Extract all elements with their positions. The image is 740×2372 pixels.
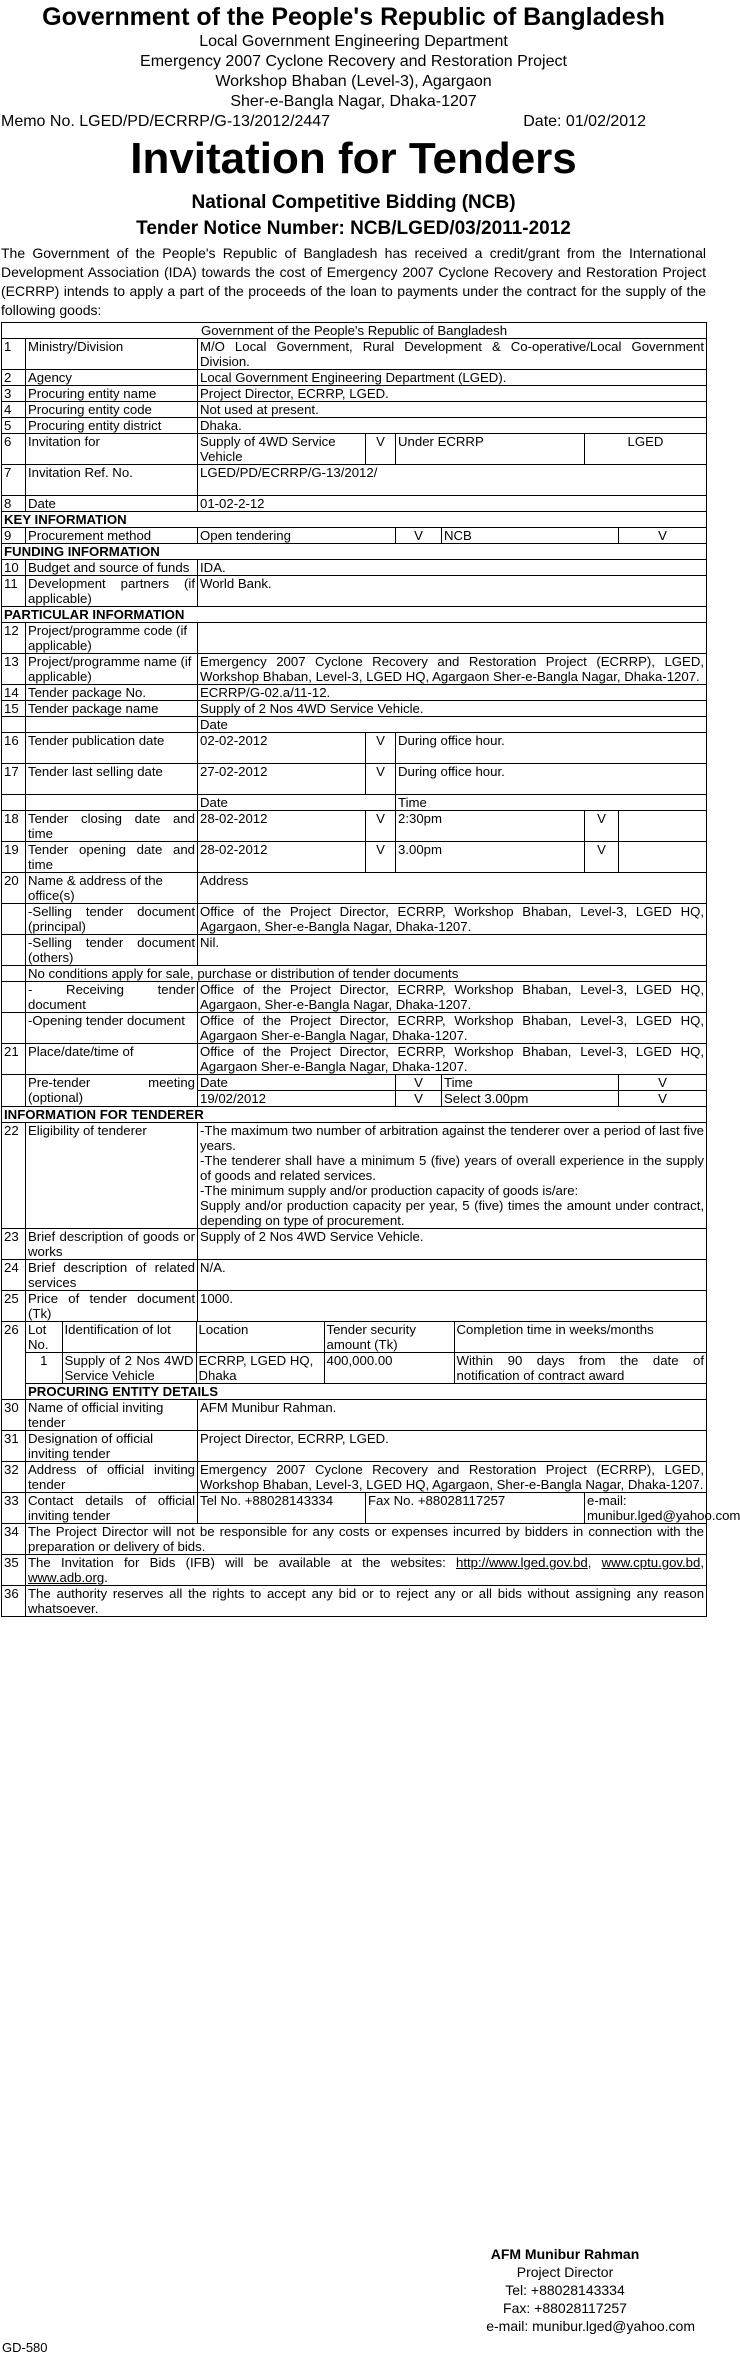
lot-table-cell [26, 1322, 707, 1384]
row-number: 31 [2, 1431, 26, 1462]
section-information-for-tenderer: INFORMATION FOR TENDERER [2, 1107, 707, 1123]
row-value: N/A. [198, 1260, 707, 1291]
row-number: 4 [2, 402, 26, 418]
row-label: Budget and source of funds [26, 560, 198, 576]
table-row [2, 465, 707, 496]
tick-mark: V [366, 434, 396, 465]
org-value: LGED [585, 434, 707, 465]
table-row [2, 873, 707, 904]
row-number: 7 [2, 465, 26, 496]
row-label: Development partners (if applicable) [26, 576, 198, 607]
lot-identification-header: Identification of lot [62, 1322, 196, 1353]
tender-notice-number: Tender Notice Number: NCB/LGED/03/2011-2012 [136, 218, 571, 239]
date-value: 19/02/2012 [198, 1091, 396, 1107]
row-label: Pre-tender meeting (optional) [26, 1075, 198, 1107]
time-header: Time [396, 795, 707, 811]
row-number: 25 [2, 1291, 26, 1322]
separator: , [587, 1555, 602, 1570]
row-label: Project/programme code (if applicable) [26, 623, 198, 654]
lot-no-header: Lot No. [26, 1322, 62, 1353]
date-header: Date [198, 717, 707, 733]
table-row [2, 1044, 707, 1075]
memo-row [1, 112, 706, 132]
table-row [2, 842, 707, 873]
signatory-tel: Tel: +88028143334 [505, 2282, 625, 2298]
row-label: -Selling tender document (others) [26, 935, 198, 966]
ncb-value: NCB [442, 528, 619, 544]
lot-table [26, 1322, 706, 1383]
bidding-type: National Competitive Bidding (NCB) [191, 192, 516, 213]
table-row [2, 904, 707, 935]
row-number: 13 [2, 654, 26, 685]
row-number: 9 [2, 528, 26, 544]
lot-row [26, 1353, 706, 1384]
tick-mark: V [366, 842, 396, 873]
row-label: Place/date/time of [26, 1044, 198, 1075]
table-row [2, 528, 707, 544]
row-label: Eligibility of tenderer [26, 1123, 198, 1229]
signature-block [435, 2245, 695, 2335]
row-label: Project/programme name (if applicable) [26, 654, 198, 685]
tick-mark: V [366, 733, 396, 764]
row-label: - Receiving tender document [26, 982, 198, 1013]
memo-date: Date: 01/02/2012 [523, 113, 646, 130]
contact-email: e-mail: munibur.lged@yahoo.com [585, 1493, 707, 1524]
lot-location-header: Location [196, 1322, 324, 1353]
address-line-2: Sher-e-Bangla Nagar, Dhaka-1207 [230, 93, 477, 110]
row-number: 1 [2, 339, 26, 370]
row-value: Office of the Project Director, ECRRP, Workshop Bhaban, Level-3, LGED HQ, Agargaon Sher-e-Bangla Nagar, Dhaka-1207. [198, 1013, 707, 1044]
row-number: 18 [2, 811, 26, 842]
row-label: Brief description of related services [26, 1260, 198, 1291]
row-value: Not used at present. [198, 402, 707, 418]
table-row [2, 560, 707, 576]
end-mark: . [104, 1570, 108, 1585]
document-title: Invitation for Tenders [130, 134, 577, 183]
section-row [2, 1107, 707, 1123]
row-value: Emergency 2007 Cyclone Recovery and Restoration Project (ECRRP), LGED, Workshop Bhaban, Level-3, LGED HQ, Agargaon, Sher-e-Bangla Nagar, Dhaka-1207. [198, 1462, 707, 1493]
eligibility-criteria [198, 1123, 707, 1229]
project-line: Emergency 2007 Cyclone Recovery and Restoration Project [140, 53, 567, 70]
tender-table [1, 322, 740, 1617]
row-value: World Bank. [198, 576, 707, 607]
row-label: Brief description of goods or works [26, 1229, 198, 1260]
document-code: GD-580 [2, 2340, 48, 2355]
signatory-email: e-mail: munibur.lged@yahoo.com [486, 2318, 695, 2334]
section-row [2, 544, 707, 560]
completion-time: Within 90 days from the date of notification of contract award [454, 1353, 706, 1384]
date-time-header-row [2, 795, 707, 811]
row-number: 22 [2, 1123, 26, 1229]
row-label: Tender opening date and time [26, 842, 198, 873]
cptu-website-link[interactable]: www.cptu.gov.bd [601, 1555, 701, 1570]
government-heading: Government of the People's Republic of Bangladesh [42, 3, 665, 31]
lot-identification: Supply of 2 Nos 4WD Service Vehicle [62, 1353, 196, 1384]
row-value: Office of the Project Director, ECRRP, Workshop Bhaban, Level-3, LGED HQ, Agargaon, Sher-e-Bangla Nagar, Dhaka-1207. [198, 904, 707, 935]
table-row [2, 764, 707, 795]
section-row [2, 512, 707, 528]
row-value: IDA. [198, 560, 707, 576]
address-line-1: Workshop Bhaban (Level-3), Agargaon [215, 73, 492, 90]
contact-fax: Fax No. +88028117257 [366, 1493, 585, 1524]
signatory-designation: Project Director [516, 2264, 614, 2280]
row-value: Office of the Project Director, ECRRP, Workshop Bhaban, Level-3, LGED HQ, Agargaon, Sher-e-Bangla Nagar, Dhaka-1207. [198, 982, 707, 1013]
row-label: Ministry/Division [26, 339, 198, 370]
separator: , [700, 1555, 705, 1570]
row-value: Supply of 2 Nos 4WD Service Vehicle. [198, 701, 707, 717]
lot-location: ECRRP, LGED HQ, Dhaka [196, 1353, 324, 1384]
time-header: Time [442, 1075, 619, 1091]
row-label: -Opening tender document [26, 1013, 198, 1044]
completion-time-header: Completion time in weeks/months [454, 1322, 706, 1353]
rights-note: The authority reserves all the rights to accept any bid or to reject any or all bids without assigning any reason whatsoever. [26, 1586, 707, 1617]
table-row [2, 418, 707, 434]
table-row [2, 733, 707, 764]
row-label: Procuring entity name [26, 386, 198, 402]
section-key-information: KEY INFORMATION [2, 512, 707, 528]
row-label: Designation of official inviting tender [26, 1431, 198, 1462]
row-value: AFM Munibur Rahman. [198, 1400, 707, 1431]
table-caption-row [2, 323, 707, 339]
row-number: 11 [2, 576, 26, 607]
date-value: 02-02-2012 [198, 733, 366, 764]
date-value: 27-02-2012 [198, 764, 366, 795]
table-row [2, 701, 707, 717]
program-value: Under ECRRP [396, 434, 585, 465]
row-label: Name & address of the office(s) [26, 873, 198, 904]
note-value: During office hour. [396, 733, 707, 764]
table-row [2, 623, 707, 654]
row-number: 36 [2, 1586, 26, 1617]
eligibility-arbitration: -The maximum two number of arbitration against the tenderer over a period of last five years. [200, 1123, 705, 1153]
eligibility-experience: -The tenderer shall have a minimum 5 (five) years of overall experience in the supply of goods and related services. [200, 1153, 705, 1183]
row-number: 24 [2, 1260, 26, 1291]
row-label: Tender closing date and time [26, 811, 198, 842]
row-label: Date [26, 496, 198, 512]
row-label: Name of official inviting tender [26, 1400, 198, 1431]
tick-mark: V [366, 764, 396, 795]
time-value: 2:30pm [396, 811, 585, 842]
tick-mark: V [366, 811, 396, 842]
row-number: 2 [2, 370, 26, 386]
row-label: Tender publication date [26, 733, 198, 764]
row-value: Dhaka. [198, 418, 707, 434]
tick-mark: V [396, 528, 442, 544]
row-label: Procuring entity code [26, 402, 198, 418]
time-value: 3.00pm [396, 842, 585, 873]
table-row [2, 1400, 707, 1431]
time-value: Select 3.00pm [442, 1091, 619, 1107]
row-number: 12 [2, 623, 26, 654]
date-value: 28-02-2012 [198, 811, 366, 842]
row-value: Project Director, ECRRP, LGED. [198, 1431, 707, 1462]
row-number: 33 [2, 1493, 26, 1524]
table-row [2, 1493, 707, 1524]
tick-mark: V [585, 811, 619, 842]
row-value: ECRRP/G-02.a/11-12. [198, 685, 707, 701]
row-number: 30 [2, 1400, 26, 1431]
row-number: 21 [2, 1044, 26, 1075]
row-value: LGED/PD/ECRRP/G-13/2012/ [198, 465, 707, 496]
memo-number: Memo No. LGED/PD/ECRRP/G-13/2012/2447 [1, 113, 331, 130]
table-row [2, 685, 707, 701]
table-row [2, 434, 707, 465]
row-value: 01-02-2-12 [198, 496, 707, 512]
row-number: 6 [2, 434, 26, 465]
table-row [2, 1431, 707, 1462]
contact-tel: Tel No. +88028143334 [198, 1493, 366, 1524]
table-row [2, 1291, 707, 1322]
row-number: 26 [2, 1322, 26, 1400]
row-label: Contact details of official inviting tender [26, 1493, 198, 1524]
table-row [2, 1229, 707, 1260]
row-label: Tender last selling date [26, 764, 198, 795]
row-number: 3 [2, 386, 26, 402]
table-row [2, 1322, 707, 1384]
row-value: Emergency 2007 Cyclone Recovery and Restoration Project (ECRRP), LGED, Workshop Bhaban, Level-3, LGED HQ, Agargaon Sher-e-Bangla Nagar, Dhaka-1207. [198, 654, 707, 685]
row-label: Address of official inviting tender [26, 1462, 198, 1493]
row-number: 34 [2, 1524, 26, 1555]
row-label: Invitation Ref. No. [26, 465, 198, 496]
row-value: Address [198, 873, 707, 904]
table-row [2, 1260, 707, 1291]
row-number: 35 [2, 1555, 26, 1586]
date-value: 28-02-2012 [198, 842, 366, 873]
row-value: M/O Local Government, Rural Development & Co-operative/Local Government Division. [198, 339, 707, 370]
section-procuring-entity-details: PROCURING ENTITY DETAILS [26, 1384, 707, 1400]
table-row [2, 576, 707, 607]
row-label: Tender package name [26, 701, 198, 717]
tick-mark: V [396, 1091, 442, 1107]
row-label: -Selling tender document (principal) [26, 904, 198, 935]
row-value: Office of the Project Director, ECRRP, Workshop Bhaban, Level-3, LGED HQ, Agargaon Sher-e-Bangla Nagar, Dhaka-1207. [198, 1044, 707, 1075]
lot-header-row [26, 1322, 706, 1353]
table-row [2, 1524, 707, 1555]
row-label: Invitation for [26, 434, 198, 465]
table-row [2, 1013, 707, 1044]
tick-mark: V [396, 1075, 442, 1091]
row-value: Supply of 2 Nos 4WD Service Vehicle. [198, 1229, 707, 1260]
section-row [2, 1384, 707, 1400]
table-row [2, 1586, 707, 1617]
row-number: 17 [2, 764, 26, 795]
tender-security-header: Tender security amount (Tk) [324, 1322, 454, 1353]
row-value: Supply of 4WD Service Vehicle [198, 434, 366, 465]
no-conditions-note: No conditions apply for sale, purchase or distribution of tender documents [26, 966, 707, 982]
row-value: Open tendering [198, 528, 396, 544]
row-label: Price of tender document (Tk) [26, 1291, 198, 1322]
lot-no: 1 [26, 1353, 62, 1384]
intro-paragraph: The Government of the People's Republic of Bangladesh has received a credit/grant from the International Development Association (IDA) towards the cost of Emergency 2007 Cyclone Recovery and Restoration Project (ECRRP) intends to apply a part of the proceeds of the loan to payments under the contract for the supply of the following goods: [1, 245, 706, 318]
table-row [2, 402, 707, 418]
row-label: Agency [26, 370, 198, 386]
row-number: 20 [2, 873, 26, 904]
row-number: 23 [2, 1229, 26, 1260]
table-row [2, 386, 707, 402]
row-value: Nil. [198, 935, 707, 966]
date-header: Date [198, 1075, 396, 1091]
table-caption: Government of the People's Republic of Bangladesh [2, 323, 707, 339]
row-number: 5 [2, 418, 26, 434]
table-row [2, 654, 707, 685]
table-row [2, 339, 707, 370]
section-row [2, 607, 707, 623]
date-header: Date [198, 795, 396, 811]
tick-mark: V [619, 1075, 707, 1091]
row-label: Procurement method [26, 528, 198, 544]
row-number: 14 [2, 685, 26, 701]
row-number: 10 [2, 560, 26, 576]
table-row [2, 966, 707, 982]
table-row [2, 496, 707, 512]
date-header-row [2, 717, 707, 733]
table-row [2, 935, 707, 966]
note-value: During office hour. [396, 764, 707, 795]
section-funding-information: FUNDING INFORMATION [2, 544, 707, 560]
row-number: 15 [2, 701, 26, 717]
row-value: Project Director, ECRRP, LGED. [198, 386, 707, 402]
row-number: 32 [2, 1462, 26, 1493]
table-row [2, 811, 707, 842]
tick-mark: V [585, 842, 619, 873]
row-value [198, 623, 707, 654]
table-row [2, 982, 707, 1013]
row-number: 19 [2, 842, 26, 873]
ifb-availability-note [26, 1555, 707, 1586]
tick-mark: V [619, 528, 707, 544]
tender-security-amount: 400,000.00 [324, 1353, 454, 1384]
lged-website-link[interactable]: http://www.lged.gov.bd [456, 1555, 588, 1570]
row-label: Procuring entity district [26, 418, 198, 434]
table-row [2, 1075, 707, 1091]
eligibility-capacity-detail: Supply and/or production capacity per year, 5 (five) times the amount under contract, depending on type of procurement. [200, 1198, 705, 1228]
tick-mark: V [619, 1091, 707, 1107]
eligibility-capacity: -The minimum supply and/or production capacity of goods is/are: [200, 1183, 579, 1198]
department-line: Local Government Engineering Department [199, 33, 508, 50]
table-row [2, 1462, 707, 1493]
row-number: 8 [2, 496, 26, 512]
responsibility-note: The Project Director will not be responsible for any costs or expenses incurred by bidders in connection with the preparation or delivery of bids. [26, 1524, 707, 1555]
ifb-text: The Invitation for Bids (IFB) will be available at the websites: [28, 1555, 456, 1570]
signatory-fax: Fax: +88028117257 [503, 2300, 627, 2316]
signatory-name: AFM Munibur Rahman [490, 2246, 640, 2262]
row-value: 1000. [198, 1291, 707, 1322]
table-row [2, 1555, 707, 1586]
table-row [2, 1123, 707, 1229]
adb-website-link[interactable]: www.adb.org [28, 1570, 105, 1585]
row-value: Local Government Engineering Department (LGED). [198, 370, 707, 386]
table-row [2, 370, 707, 386]
row-number: 16 [2, 733, 26, 764]
section-particular-information: PARTICULAR INFORMATION [2, 607, 707, 623]
row-label: Tender package No. [26, 685, 198, 701]
